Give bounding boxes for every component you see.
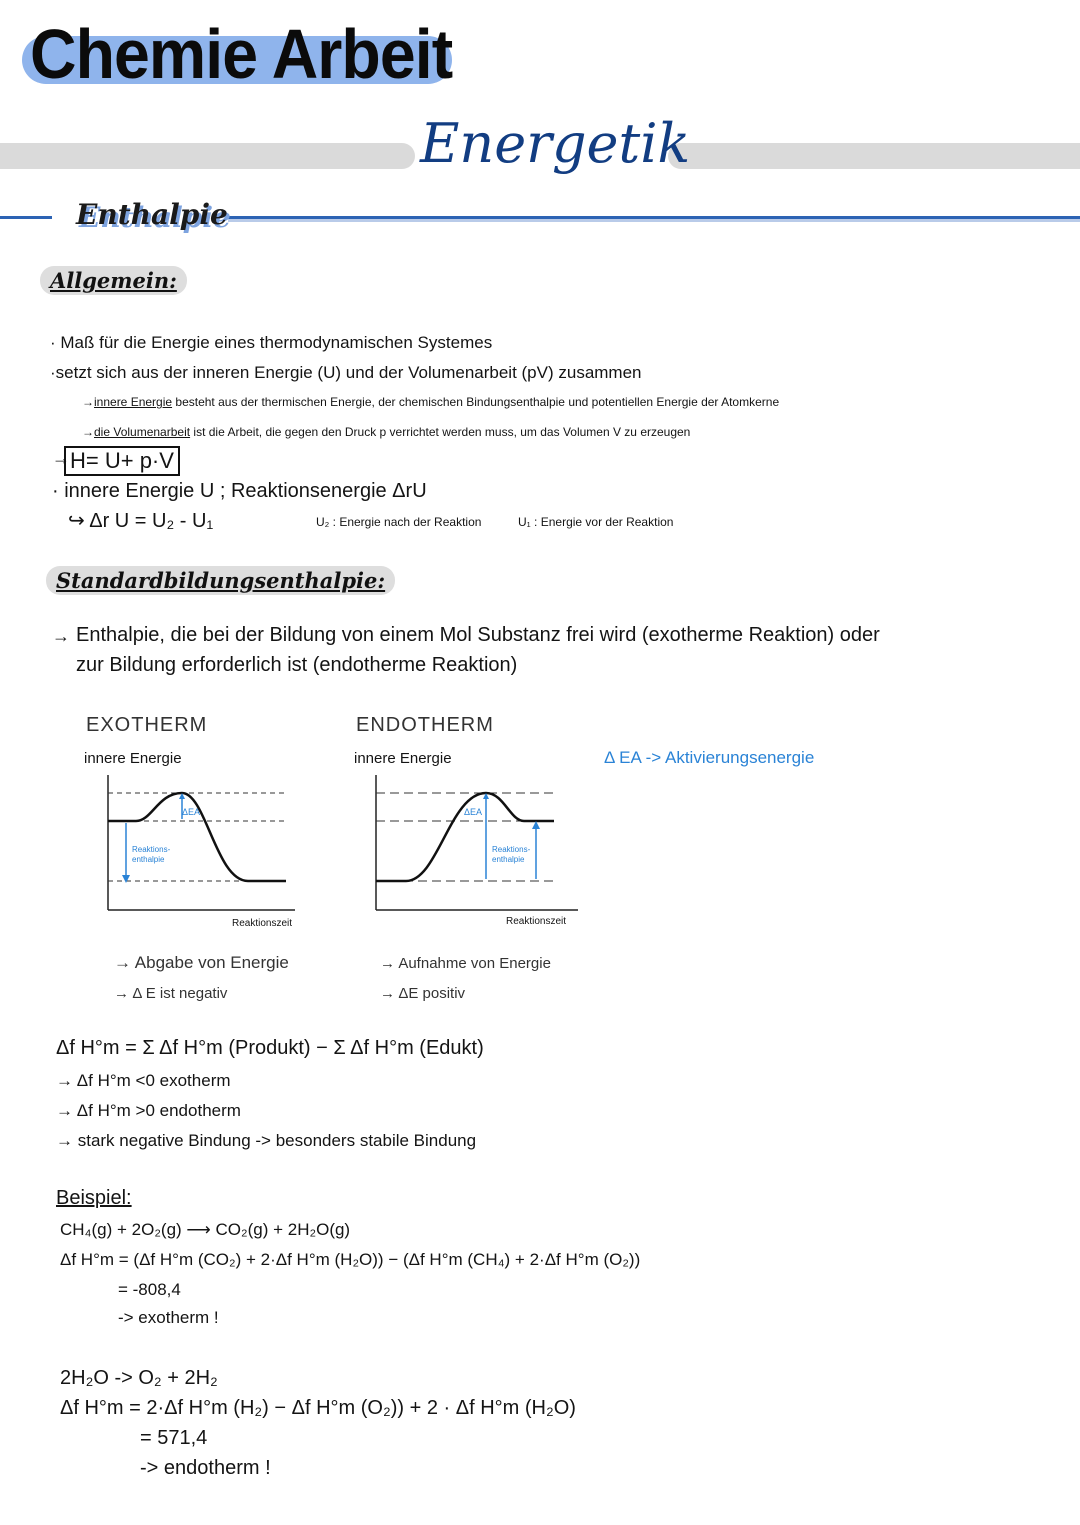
exo-note-1: → Abgabe von Energie xyxy=(114,953,289,972)
inner-energy-text: besteht aus der thermischen Energie, der chemischen Bindungsenthalpie und potentiellen Energie der Atomkerne xyxy=(175,395,780,409)
result-2: = 571,4 xyxy=(140,1427,208,1449)
result-1: = -808,4 xyxy=(118,1280,181,1299)
subject-title: Energetik xyxy=(420,112,691,175)
standard-arrow-icon: → xyxy=(52,626,70,646)
exo-enthalpy-arrowhead xyxy=(122,875,130,883)
enthalpy-formula-box: H= U+ p·V xyxy=(64,446,180,476)
reaction-2: 2H₂O -> O₂ + 2H₂ xyxy=(60,1367,218,1389)
calc-2: Δf H°m = 2·Δf H°m (H₂) − Δf H°m (O₂)) + 2 · Δf H°m (H₂O) xyxy=(60,1397,576,1419)
exo-activation-label: ΔEA xyxy=(182,807,201,817)
page-title: Chemie Arbeit xyxy=(30,15,453,93)
allgemein-line-2: ·setzt sich aus der inneren Energie (U) und der Volumenarbeit (pV) zusammen xyxy=(50,363,642,382)
conclusion-2: -> endotherm ! xyxy=(140,1457,271,1479)
exo-title: EXOTHERM xyxy=(86,714,208,736)
sub-point-inner-energy xyxy=(82,395,779,409)
exo-xlabel: Reaktionszeit xyxy=(232,918,293,929)
subject-band-left xyxy=(0,143,415,169)
arrow-icon: → xyxy=(82,425,94,439)
formula-stable: → stark negative Bindung -> besonders stabile Bindung xyxy=(56,1131,477,1150)
conclusion-1: -> exotherm ! xyxy=(118,1308,219,1327)
exo-reaction-label-2: enthalpie xyxy=(132,855,165,864)
standard-heading: Standardbildungsenthalpie: xyxy=(46,566,395,595)
sub-point-volume-work xyxy=(82,425,690,439)
formula-main: Δf H°m = Σ Δf H°m (Produkt) − Σ Δf H°m (Edukt) xyxy=(56,1037,484,1059)
endo-note-2: → ΔE positiv xyxy=(380,985,466,1002)
standard-line-2: zur Bildung erforderlich ist (endotherme Reaktion) xyxy=(76,654,518,676)
section-title: Enthalpie xyxy=(76,198,228,231)
activation-legend: Δ EA -> Aktivierungsenergie xyxy=(604,748,815,767)
allgemein-heading: Allgemein: xyxy=(40,266,187,295)
inner-energy-line: · innere Energie U ; Reaktionsenergie ΔrU xyxy=(52,480,427,502)
formula-arrow-icon: → xyxy=(52,448,70,468)
note-u1: U₁ : Energie vor der Reaktion xyxy=(518,515,674,529)
section-rule-left xyxy=(0,216,52,219)
exo-reaction-label-1: Reaktions- xyxy=(132,845,171,854)
endo-ylabel: innere Energie xyxy=(354,750,452,767)
endo-note-1: → Aufnahme von Energie xyxy=(380,955,551,972)
note-u2: U₂ : Energie nach der Reaktion xyxy=(316,515,482,529)
beispiel-heading: Beispiel: xyxy=(56,1187,132,1209)
exo-ylabel: innere Energie xyxy=(84,750,182,767)
endo-reaction-label-1: Reaktions- xyxy=(492,845,531,854)
subject-band-right xyxy=(668,143,1080,169)
volume-work-label: die Volumenarbeit xyxy=(94,425,191,439)
delta-u-line: ↪ Δr U = U₂ - U₁ xyxy=(68,510,214,532)
formula-exotherm: → Δf H°m <0 exotherm xyxy=(56,1071,231,1090)
exo-note-2: → Δ E ist negativ xyxy=(114,985,228,1002)
reaction-1: CH₄(g) + 2O₂(g) ⟶ CO₂(g) + 2H₂O(g) xyxy=(60,1220,351,1239)
arrow-icon: → xyxy=(82,395,94,409)
formula-endotherm: → Δf H°m >0 endotherm xyxy=(56,1101,241,1120)
endo-activation-label: ΔEA xyxy=(464,807,483,817)
standard-line-1: Enthalpie, die bei der Bildung von einem Mol Substanz frei wird (exotherme Reaktion) oder xyxy=(76,624,880,646)
volume-work-text: ist die Arbeit, die gegen den Druck p verrichtet werden muss, um das Volumen V zu erzeugen xyxy=(193,425,691,439)
exotherm-diagram xyxy=(100,775,300,940)
calc-1: Δf H°m = (Δf H°m (CO₂) + 2·Δf H°m (H₂O)) − (Δf H°m (CH₄) + 2·Δf H°m (O₂)) xyxy=(60,1250,641,1269)
inner-energy-label: innere Energie xyxy=(94,395,173,409)
allgemein-line-1: · Maß für die Energie eines thermodynamischen Systemes xyxy=(50,333,493,352)
endo-xlabel: Reaktionszeit xyxy=(506,916,567,927)
endo-title: ENDOTHERM xyxy=(356,714,494,736)
endo-reaction-label-2: enthalpie xyxy=(492,855,525,864)
section-rule-right xyxy=(228,216,1080,219)
